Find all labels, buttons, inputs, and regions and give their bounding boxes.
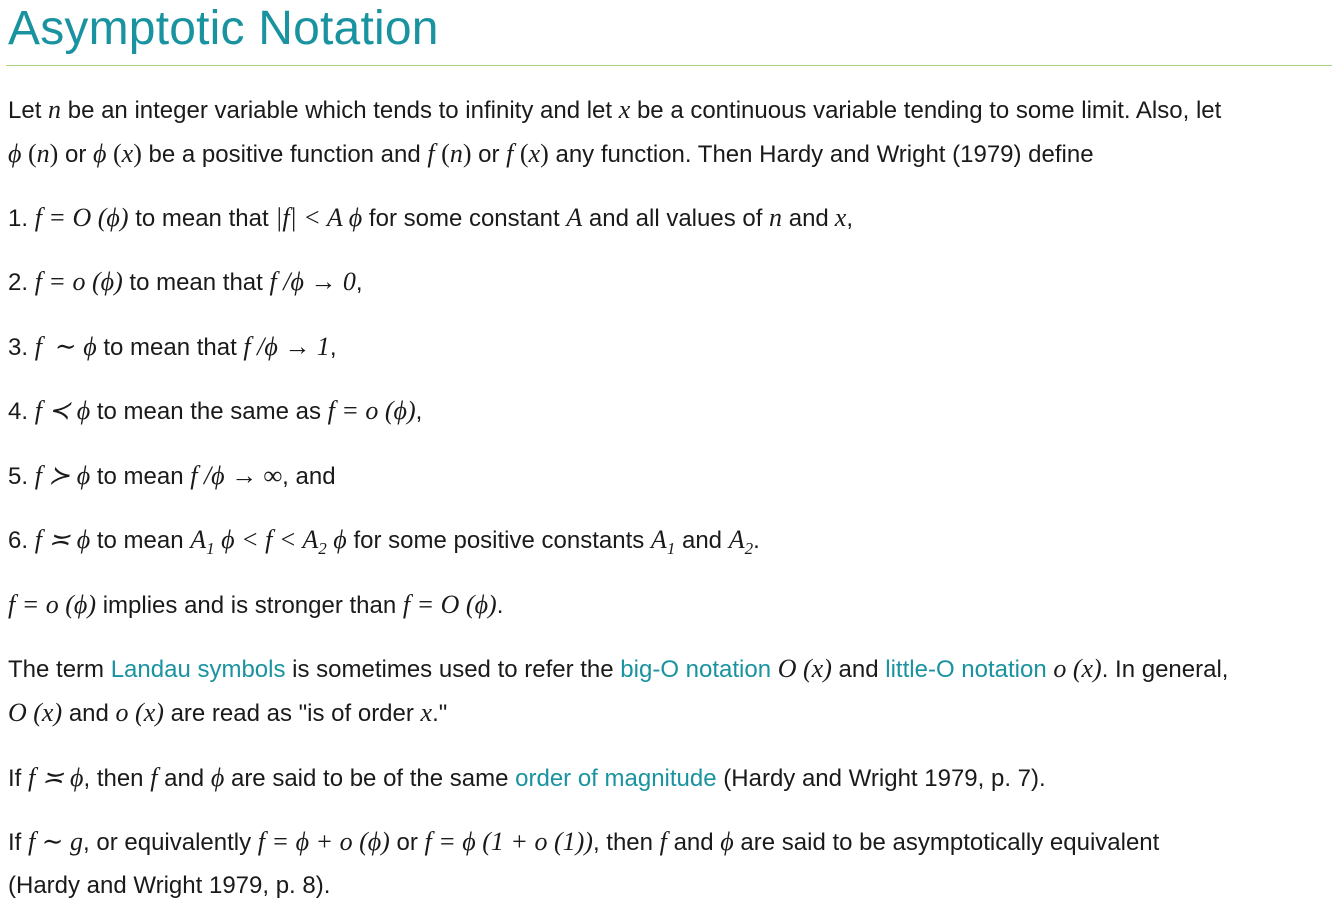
math-n: n (48, 95, 62, 124)
paragraph-text: If (8, 765, 22, 792)
paragraph-text: and (838, 656, 879, 683)
paragraph-text: and (164, 765, 205, 792)
paragraph-text: or (396, 829, 418, 856)
paragraph-text: implies and is stronger than (102, 592, 397, 619)
intro-text: be an integer variable which tends to infinity and let (67, 97, 613, 124)
landau-line-2 (8, 698, 447, 729)
math-expression: f ∼ g (28, 827, 84, 856)
intro-line-2 (8, 139, 1094, 170)
item-number: 2. (8, 269, 29, 296)
paragraph-text: and (673, 829, 714, 856)
big-o-notation-link[interactable]: big-O notation (620, 656, 772, 683)
item-text: , (329, 334, 337, 361)
item-text: for some positive constants (353, 527, 645, 554)
item-text: and (788, 205, 829, 232)
item-math: f ≍ ϕ (34, 525, 91, 554)
paragraph-text: (Hardy and Wright 1979, p. 8). (8, 872, 331, 899)
paragraph-text: The term (8, 656, 105, 683)
item-math: $A_2$ (728, 525, 754, 559)
item-math: x (834, 203, 847, 232)
list-item (8, 267, 363, 298)
math-expression: O (x) (8, 698, 63, 727)
list-item (8, 203, 853, 234)
math-phi-n: ϕ (n) (8, 139, 59, 168)
item-math: A (566, 203, 583, 232)
item-text: . (753, 527, 760, 554)
intro-line-1 (8, 95, 1221, 126)
item-text: to mean (96, 463, 184, 490)
intro-text: or (478, 141, 500, 168)
equivalent-line-1 (8, 827, 1159, 858)
math-expression: f = O (ϕ) (402, 590, 497, 619)
item-math: n (769, 203, 783, 232)
page-title: Asymptotic Notation (8, 2, 439, 55)
item-text: and (681, 527, 723, 554)
intro-text: or (64, 141, 87, 168)
item-text: for some constant (368, 205, 560, 232)
paragraph-text: . In general, (1101, 656, 1229, 683)
paragraph-text: are said to be asymptotically equivalent (740, 829, 1160, 856)
math-expression: ϕ (720, 827, 734, 856)
item-text: to mean (96, 527, 184, 554)
title-divider (6, 65, 1332, 66)
item-number: 4. (8, 398, 29, 425)
intro-text: any function. Then Hardy and Wright (1979) define (555, 141, 1094, 168)
math-expression: o (x) (115, 698, 164, 727)
intro-text: be a positive function and (148, 141, 421, 168)
item-math: f ∼ ϕ (34, 332, 97, 361)
math-phi-x: ϕ (x) (93, 139, 142, 168)
item-number: 6. (8, 527, 29, 554)
equivalent-line-2 (8, 871, 330, 901)
landau-line-1 (8, 654, 1228, 685)
paragraph-text: are read as "is of order (170, 700, 414, 727)
item-text: , (846, 205, 853, 232)
item-text: and all values of (588, 205, 763, 232)
implies-paragraph (8, 590, 503, 621)
math-expression: O (x) (777, 654, 832, 683)
item-math: f ≺ ϕ (34, 396, 91, 425)
item-math: $A_1$ $\phi < f < A_2$ ϕ (190, 525, 347, 559)
paragraph-text: If (8, 829, 22, 856)
paragraph-text: are said to be of the same (230, 765, 509, 792)
math-expression: f (150, 763, 158, 792)
item-math: |f| < A ϕ (275, 203, 363, 232)
item-math: f = o (ϕ) (34, 267, 123, 296)
math-expression: x (420, 698, 433, 727)
list-item (8, 461, 336, 492)
item-math: f /ϕ → 1 (243, 332, 330, 361)
magnitude-paragraph (8, 763, 1046, 794)
item-number: 1. (8, 205, 29, 232)
item-text: , and (282, 463, 336, 490)
paragraph-text: , then (592, 829, 653, 856)
item-text: , (355, 269, 363, 296)
math-expression: o (x) (1053, 654, 1102, 683)
item-math: f /ϕ → 0 (269, 267, 356, 296)
math-expression: f = ϕ + o (ϕ) (257, 827, 390, 856)
list-item (8, 332, 337, 363)
paragraph-text: , then (83, 765, 144, 792)
item-text: to mean that (135, 205, 269, 232)
item-number: 3. (8, 334, 29, 361)
item-text: , (415, 398, 423, 425)
item-math: f ≻ ϕ (34, 461, 91, 490)
list-item (8, 525, 760, 564)
paragraph-text: , or equivalently (83, 829, 252, 856)
math-f-x: f (x) (506, 139, 549, 168)
landau-symbols-link[interactable]: Landau symbols (110, 656, 286, 683)
paragraph-text: and (68, 700, 109, 727)
math-f-n: f (n) (427, 139, 472, 168)
paragraph-text: ." (432, 700, 448, 727)
item-text: to mean the same as (96, 398, 321, 425)
order-of-magnitude-link[interactable]: order of magnitude (515, 765, 717, 792)
math-expression: f = ϕ (1 + o (1)) (424, 827, 593, 856)
math-expression: f ≍ ϕ (28, 763, 84, 792)
math-expression: f (659, 827, 667, 856)
intro-text: Let (8, 97, 42, 124)
math-expression: ϕ (210, 763, 225, 792)
item-text: to mean that (103, 334, 237, 361)
math-x: x (618, 95, 631, 124)
item-math: f = o (ϕ) (327, 396, 416, 425)
paragraph-text: is sometimes used to refer the (292, 656, 614, 683)
item-math: f /ϕ → ∞ (190, 461, 283, 490)
item-text: to mean that (129, 269, 263, 296)
item-math: $A_1$ (650, 525, 676, 559)
little-o-notation-link[interactable]: little-O notation (885, 656, 1047, 683)
intro-text: be a continuous variable tending to some limit. Also, let (636, 97, 1222, 124)
item-number: 5. (8, 463, 29, 490)
paragraph-text: (Hardy and Wright 1979, p. 7). (723, 765, 1046, 792)
list-item (8, 396, 422, 427)
item-math: f = O (ϕ) (34, 203, 129, 232)
paragraph-text: . (496, 592, 504, 619)
math-expression: f = o (ϕ) (8, 590, 97, 619)
